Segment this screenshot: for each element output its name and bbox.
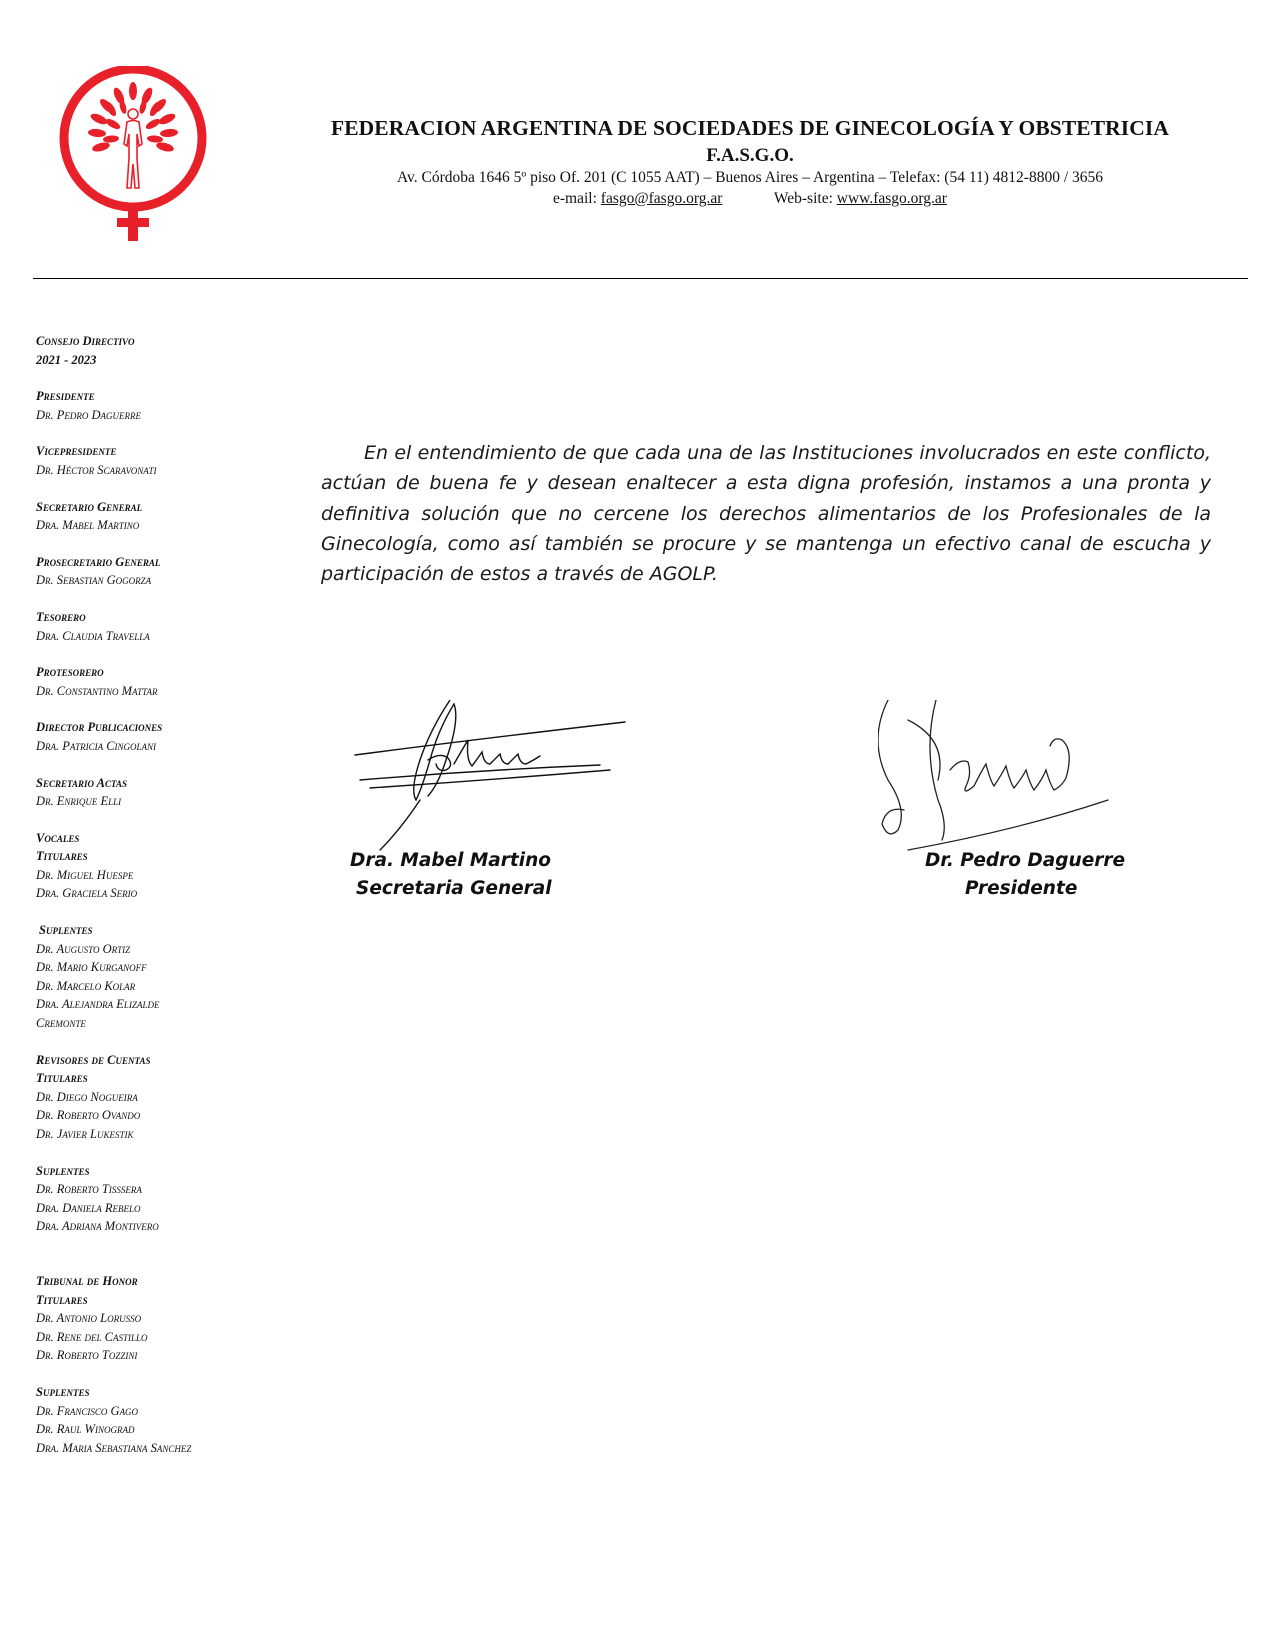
member-name: Dra. Graciela Serio	[36, 886, 138, 901]
signature-pedro-daguerre	[878, 700, 1138, 860]
tribunal-suplentes-group	[36, 1383, 276, 1457]
member-name: Dr. Augusto Ortiz	[36, 941, 131, 956]
revisores-title: Revisores de Cuentas	[36, 1052, 151, 1067]
signatory-left-role: Secretaria General	[356, 878, 552, 899]
treasurer-title: Tesorero	[36, 609, 86, 624]
member-name: Dr. Mario Kurganoff	[36, 960, 147, 975]
vocales-suplentes-group	[36, 921, 276, 1033]
email-link[interactable]: fasgo@fasgo.org.ar	[600, 190, 723, 207]
revisores-titulares-group	[36, 1051, 276, 1144]
fasgo-logo	[55, 66, 215, 246]
member-name: Dr. Antonio Lorusso	[36, 1311, 142, 1326]
contact-line	[250, 190, 1250, 208]
member-name: Dr. Marcelo Kolar	[36, 978, 136, 993]
prosecretary-group	[36, 553, 276, 590]
council-period: 2021 - 2023	[36, 352, 97, 367]
revisores-titulares-title: Titulares	[36, 1071, 88, 1086]
federation-name: FEDERACION ARGENTINA DE SOCIEDADES DE GINECOLOGÍA Y OBSTETRICIA	[330, 116, 1169, 140]
member-name: Dra. Alejandra Elizalde	[36, 997, 160, 1012]
minutes-title: Secretario Actas	[36, 775, 127, 790]
member-name: Dr. Javier Lukestik	[36, 1127, 134, 1141]
vicepresident-group	[36, 442, 276, 479]
member-name: Dr. Rene del Castillo	[36, 1329, 148, 1344]
council-group	[36, 332, 276, 369]
tribunal-title: Tribunal de Honor	[36, 1273, 138, 1288]
email-label: e-mail:	[553, 190, 597, 207]
member-name: Dra. Maria Sebastiana Sanchez	[36, 1440, 192, 1455]
member-name: Dra. Daniela Rebelo	[36, 1200, 141, 1215]
secretary-title: Secretario General	[36, 499, 143, 514]
signatory-left-name: Dra. Mabel Martino	[350, 850, 551, 871]
protreasurer-title: Protesorero	[36, 665, 104, 680]
president-title: Presidente	[36, 389, 95, 404]
tribunal-titulares-group	[36, 1272, 276, 1365]
vocales-title: Vocales	[36, 830, 80, 845]
federation-address: Av. Córdoba 1646 5º piso Of. 201 (C 1055 AAT) – Buenos Aires – Argentina – Telefax: (54 11) 4812-8800 / 3656	[396, 169, 1104, 186]
secretary-group	[36, 498, 276, 535]
publications-title: Director Publicaciones	[36, 720, 163, 735]
revisores-suplentes-group	[36, 1162, 276, 1236]
tribunal-suplentes-title: Suplentes	[36, 1384, 90, 1399]
tribunal-titulares-title: Titulares	[36, 1292, 88, 1307]
website-link[interactable]: www.fasgo.org.ar	[836, 190, 947, 207]
letter-body-paragraph: En el entendimiento de que cada una de las Instituciones involucrados en este conflicto, actúan de buena fe y desean enaltecer a esta digna profesión, instamos a una pronta y definitiva solución que no cercene los derechos alimentarios de los Profesionales de la Ginecología, como así también se procure y se mantenga un efectivo canal de escucha y participación de estos a través de AGOLP.	[321, 442, 1211, 586]
member-name: Dr. Roberto Tozzini	[36, 1348, 138, 1363]
protreasurer-name: Dr. Constantino Mattar	[36, 683, 158, 698]
member-name: Dr. Raul Winograd	[36, 1422, 135, 1437]
protreasurer-group	[36, 663, 276, 700]
vicepresident-name: Dr. Héctor Scaravonati	[36, 462, 157, 477]
publications-group	[36, 718, 276, 755]
logo-human-figure	[124, 109, 142, 188]
vocales-titulares-title: Titulares	[36, 849, 88, 864]
prosecretary-title: Prosecretario General	[36, 554, 161, 569]
member-name: Cremonte	[36, 1016, 86, 1031]
member-name: Dr. Roberto Tisssera	[36, 1182, 142, 1197]
website-label: Web-site:	[773, 190, 833, 207]
treasurer-name: Dra. Claudia Travella	[36, 628, 150, 643]
vocales-titulares-group	[36, 829, 276, 903]
signature-mabel-martino	[350, 700, 630, 860]
prosecretary-name: Dr. Sebastian Gogorza	[36, 573, 152, 588]
signatory-right-name: Dr. Pedro Daguerre	[925, 850, 1126, 871]
revisores-suplentes-title: Suplentes	[36, 1163, 90, 1178]
president-name: Dr. Pedro Daguerre	[36, 407, 142, 422]
member-name: Dr. Francisco Gago	[36, 1403, 139, 1418]
header-divider	[33, 278, 1248, 279]
federation-acronym: F.A.S.G.O.	[706, 145, 794, 166]
vicepresident-title: Vicepresidente	[36, 444, 117, 459]
treasurer-group	[36, 608, 276, 645]
president-group	[36, 387, 276, 424]
member-name: Dr. Roberto Ovando	[36, 1108, 141, 1123]
board-of-directors-sidebar	[36, 332, 276, 1475]
signatory-right-role: Presidente	[965, 878, 1078, 899]
council-title: Consejo Directivo	[36, 334, 135, 348]
secretary-name: Dra. Mabel Martino	[36, 518, 140, 533]
publications-name: Dra. Patricia Cingolani	[36, 738, 157, 753]
member-name: Dr. Miguel Huespe	[36, 867, 134, 882]
member-name: Dr. Diego Nogueira	[36, 1089, 138, 1104]
member-name: Dra. Adriana Montivero	[36, 1219, 159, 1234]
vocales-suplentes-title: Suplentes	[39, 923, 93, 938]
minutes-name: Dr. Enrique Elli	[36, 794, 122, 809]
logo-tree-leaves	[88, 82, 179, 153]
minutes-group	[36, 774, 276, 811]
